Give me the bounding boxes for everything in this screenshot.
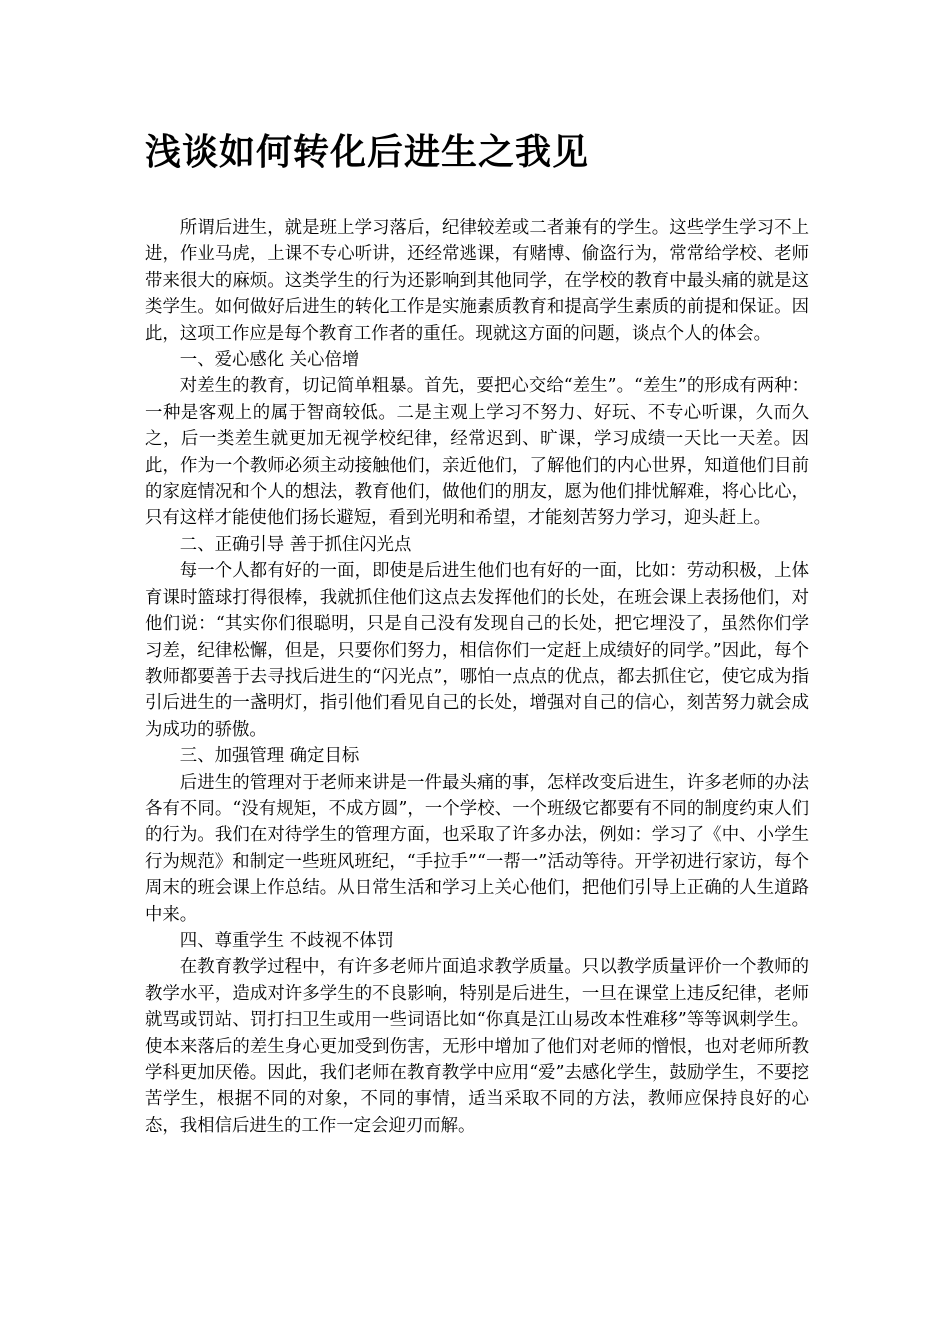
section-body-3: 后进生的管理对于老师来讲是一件最头痛的事，怎样改变后进生，许多老师的办法各有不同。“没有规矩，不成方圆”，一个学校、一个班级它都要有不同的制度约束人们的行为。我们在对待学生的管理方面，也采取了许多办法，例如：学习了《中、小学生行为规范》和制定一些班风班纪，“手拉手”“一帮一”活动等待。开学初进行家访，每个周末的班会课上作总结。从日常生活和学习上关心他们，把他们引导上正确的人生道路中来。	[145, 772, 809, 925]
section-body-4: 在教育教学过程中，有许多老师片面追求教学质量。只以教学质量评价一个教师的教学水平，造成对许多学生的不良影响，特别是后进生，一旦在课堂上违反纪律，老师就骂或罚站、罚打扫卫生或用一些词语比如“你真是江山易改本性难移”等等讽刺学生。使本来落后的差生身心更加受到伤害，无形中增加了他们对老师的憎恨，也对老师所教学科更加厌倦。因此，我们老师在教育教学中应用“爱”去感化学生，鼓励学生，不要挖苦学生，根据不同的对象，不同的事情，适当采取不同的方法，教师应保持良好的心态，我相信后进生的工作一定会迎刃而解。	[145, 957, 809, 1136]
section-body-1: 对差生的教育，切记简单粗暴。首先，要把心交给“差生”。“差生”的形成有两种：一种是客观上的属于智商较低。二是主观上学习不努力、好玩、不专心听课，久而久之，后一类差生就更加无视学校纪律，经常迟到、旷课，学习成绩一天比一天差。因此，作为一个教师必须主动接触他们，亲近他们，了解他们的内心世界，知道他们目前的家庭情况和个人的想法，教育他们，做他们的朋友，愿为他们排忧解难，将心比心，只有这样才能使他们扬长避短，看到光明和希望，才能刻苦努力学习，迎头赶上。	[145, 376, 809, 529]
section-heading-1: 一、爱心感化 关心倍增	[179, 350, 360, 371]
intro-paragraph: 所谓后进生，就是班上学习落后，纪律较差或二者兼有的学生。这些学生学习不上进，作业马虎，上课不专心听讲，还经常逃课，有赌博、偷盗行为，常常给学校、老师带来很大的麻烦。这类学生的行为还影响到其他同学，在学校的教育中最头痛的就是这类学生。如何做好后进生的转化工作是实施素质教育和提高学生素质的前提和保证。因此，这项工作应是每个教育工作者的重任。现就这方面的问题，谈点个人的体会。	[145, 218, 809, 344]
section-heading-4: 四、尊重学生 不歧视不体罚	[179, 930, 395, 951]
section-body-2: 每一个人都有好的一面，即使是后进生他们也有好的一面，比如：劳动积极，上体育课时篮球打得很棒，我就抓住他们这点去发挥他们的长处，在班会课上表扬他们，对他们说：“其实你们很聪明，只是自己没有发现自己的长处，把它埋没了，虽然你们学习差，纪律松懈，但是，只要你们努力，相信你们一定赶上成绩好的同学。”因此，每个教师都要善于去寻找后进生的“闪光点”，哪怕一点点的优点，都去抓住它，使它成为指引后进生的一盏明灯，指引他们看见自己的长处，增强对自己的信心，刻苦努力就会成为成功的骄傲。	[145, 561, 809, 740]
section-heading-3: 三、加强管理 确定目标	[179, 746, 360, 767]
document-title: 浅谈如何转化后进生之我见	[145, 132, 590, 173]
document-body	[145, 127, 809, 1139]
section-heading-2: 二、正确引导 善于抓住闪光点	[179, 534, 412, 555]
